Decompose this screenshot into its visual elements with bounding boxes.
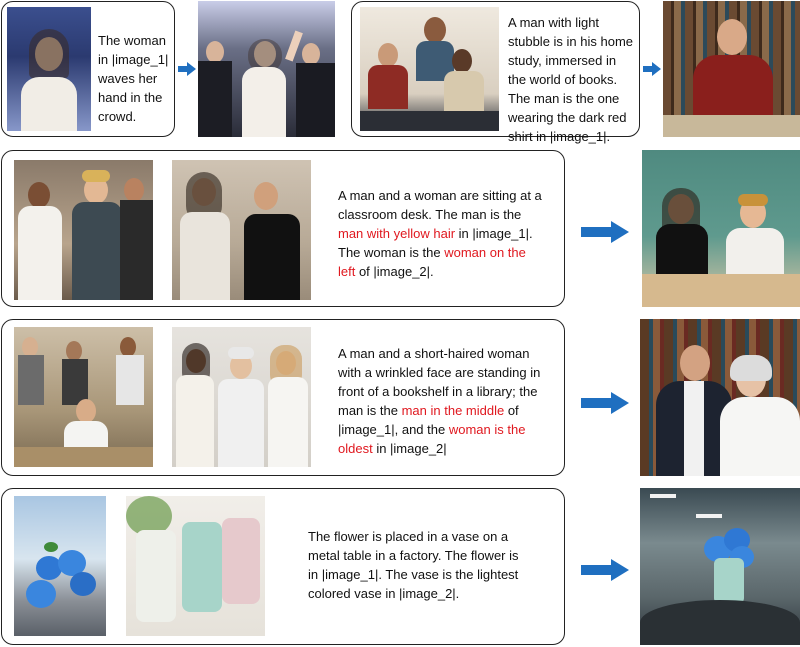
highlighted-phrase: man in the middle [401,403,505,418]
highlighted-phrase: woman is the oldest [338,422,526,456]
prompt-phrase: The flower is placed in a vase on a metal table in a factory. The flower is in |image_1|. The vase is the lightest colored vase in |image_2|. [308,529,519,601]
input-image-three-vases [126,496,265,636]
arrow-icon-5 [581,559,629,581]
prompt-phrase: A man and a short-haired woman with a wrinkled face are standing in front of a bookshelf in a library; the man is the [338,346,541,418]
arrow-icon-3 [581,221,629,243]
input-image-blue-roses [14,496,106,636]
arrow-icon-2 [643,62,661,76]
prompt-phrase: A man with light stubble is in his home study, immersed in the world of books. The man is the one wearing the dark red shirt in |image_1|. [508,15,634,144]
prompt-phrase: in |image_2| [372,441,447,456]
input-image-friends-gaming [14,160,153,300]
prompt-text-2 [508,13,636,146]
prompt-text-1 [98,31,170,126]
prompt-phrase: of |image_2|. [355,264,434,279]
input-image-three-men [360,7,499,131]
input-image-two-women-couch [172,160,311,300]
prompt-phrase: The woman in |image_1| waves her hand in the crowd. [98,33,169,124]
arrow-icon-1 [178,62,196,76]
input-image-woman-portrait [7,7,91,131]
output-image-factory-vase [640,488,800,645]
highlighted-phrase: man with yellow hair [338,226,456,241]
prompt-text-3 [338,186,546,281]
prompt-text-5 [308,527,530,603]
output-image-classroom-desk [642,150,800,307]
output-image-library-couple [640,319,800,476]
input-image-yoga-group [14,327,153,467]
arrow-icon-4 [581,392,629,414]
highlighted-phrase: woman on the left [338,245,526,279]
output-image-man-study [663,1,800,137]
prompt-text-4 [338,344,550,458]
output-image-woman-crowd [198,1,335,137]
prompt-phrase: A man and a woman are sitting at a classroom desk. The man is the [338,188,542,222]
input-image-three-women [172,327,311,467]
prompt-phrase: of |image_1|, and the [338,403,519,437]
prompt-phrase: in |image_1|. The woman is the [338,226,533,260]
